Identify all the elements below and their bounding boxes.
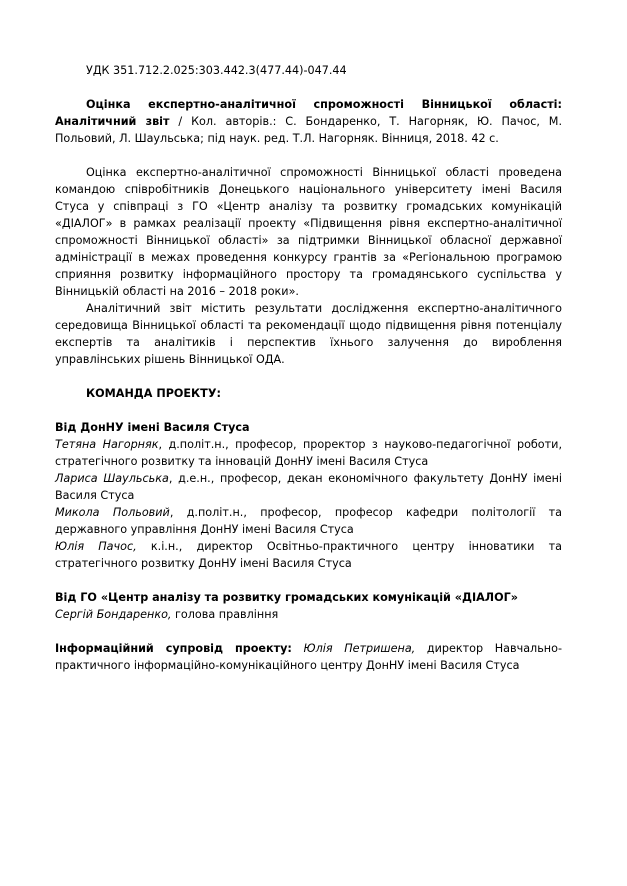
reference-details: Кол. авторів.: С. Бондаренко, Т. Нагорняк, Ю. Пачос, М. Польовий, Л. Шаульська; під наук. ред. Т.Л. Нагорняк. Вінниця, 2018. 42 с.: [55, 115, 563, 145]
team-title: КОМАНДА ПРОЕКТУ:: [86, 387, 221, 400]
dialog-heading: Від ГО «Центр аналізу та розвитку громадських комунікацій «ДІАЛОГ»: [55, 591, 518, 604]
member-role: , д.політ.н., професор, проректор з науково-педагогічної роботи, стратегічного розвитку та інновацій ДонНУ імені Василя Стуса: [55, 438, 562, 468]
team-member: [55, 538, 562, 572]
donnu-heading: Від ДонНУ імені Василя Стуса: [55, 421, 250, 434]
member-name: Тетяна Нагорняк: [55, 438, 159, 451]
member-name: Юлія Пачос,: [55, 540, 137, 553]
info-support: [55, 640, 562, 674]
team-member: [55, 504, 562, 538]
info-support-role: директор Навчально-практичного інформаційно-комунікаційного центру ДонНУ імені Василя Стуса: [55, 642, 562, 672]
member-role: к.і.н., директор Освітньо-практичного центру інноватики та стратегічного розвитку ДонНУ імені Василя Стуса: [55, 540, 562, 570]
member-name: Микола Польовий: [55, 506, 170, 519]
member-role: голова правління: [171, 608, 279, 621]
donnu-section: [55, 419, 562, 572]
team-member: [55, 606, 562, 623]
info-support-name: Юлія Петришена,: [291, 642, 416, 655]
report-title: Оцінка експертно-аналітичної спроможності Вінницької області: Аналітичний звіт: [55, 98, 562, 128]
member-name: Сергій Бондаренко,: [55, 608, 172, 621]
team-member: [55, 470, 562, 504]
info-support-label: Інформаційний супровід проекту:: [55, 642, 292, 655]
abstract-paragraph-1: Оцінка експертно-аналітичної спроможності Вінницької області проведена командою співробітників Донецького національного університету імені Василя Стуса у співпраці з ГО «Центр аналізу та розвитку громадських комунікацій «ДІАЛОГ» в рамках реалізації проекту «Підвищення рівня експертно-аналітичної спроможності Вінницької області» за підтримки Вінницької обласної державної адміністрації в межах проведення конкурсу грантів за «Регіональною програмою сприяння розвитку інформаційного простору та громадянського суспільства у Вінницькій області на 2016 – 2018 роки».: [55, 166, 562, 298]
member-role: , д.е.н., професор, декан економічного факультету ДонНУ імені Василя Стуса: [55, 472, 562, 502]
reference-slash: /: [169, 115, 192, 128]
team-member: [55, 436, 562, 470]
udk-code: УДК 351.712.2.025:303.442.3(477.44)-047.44: [86, 64, 347, 77]
dialog-section: [55, 589, 562, 623]
abstract-paragraph-2: Аналітичний звіт містить результати дослідження експертно-аналітичного середовища Вінницької області та рекомендації щодо підвищення рівня потенціалу експертів та аналітиків і перспектив їхнього залучення до вироблення управлінських рішень Вінницької ОДА.: [55, 302, 562, 366]
member-role: , д.політ.н., професор, професор кафедри політології та державного управління ДонНУ імені Василя Стуса: [55, 506, 562, 536]
bibliographic-reference: [55, 96, 562, 147]
member-name: Лариса Шаульська: [55, 472, 169, 485]
document-page: [55, 62, 562, 674]
